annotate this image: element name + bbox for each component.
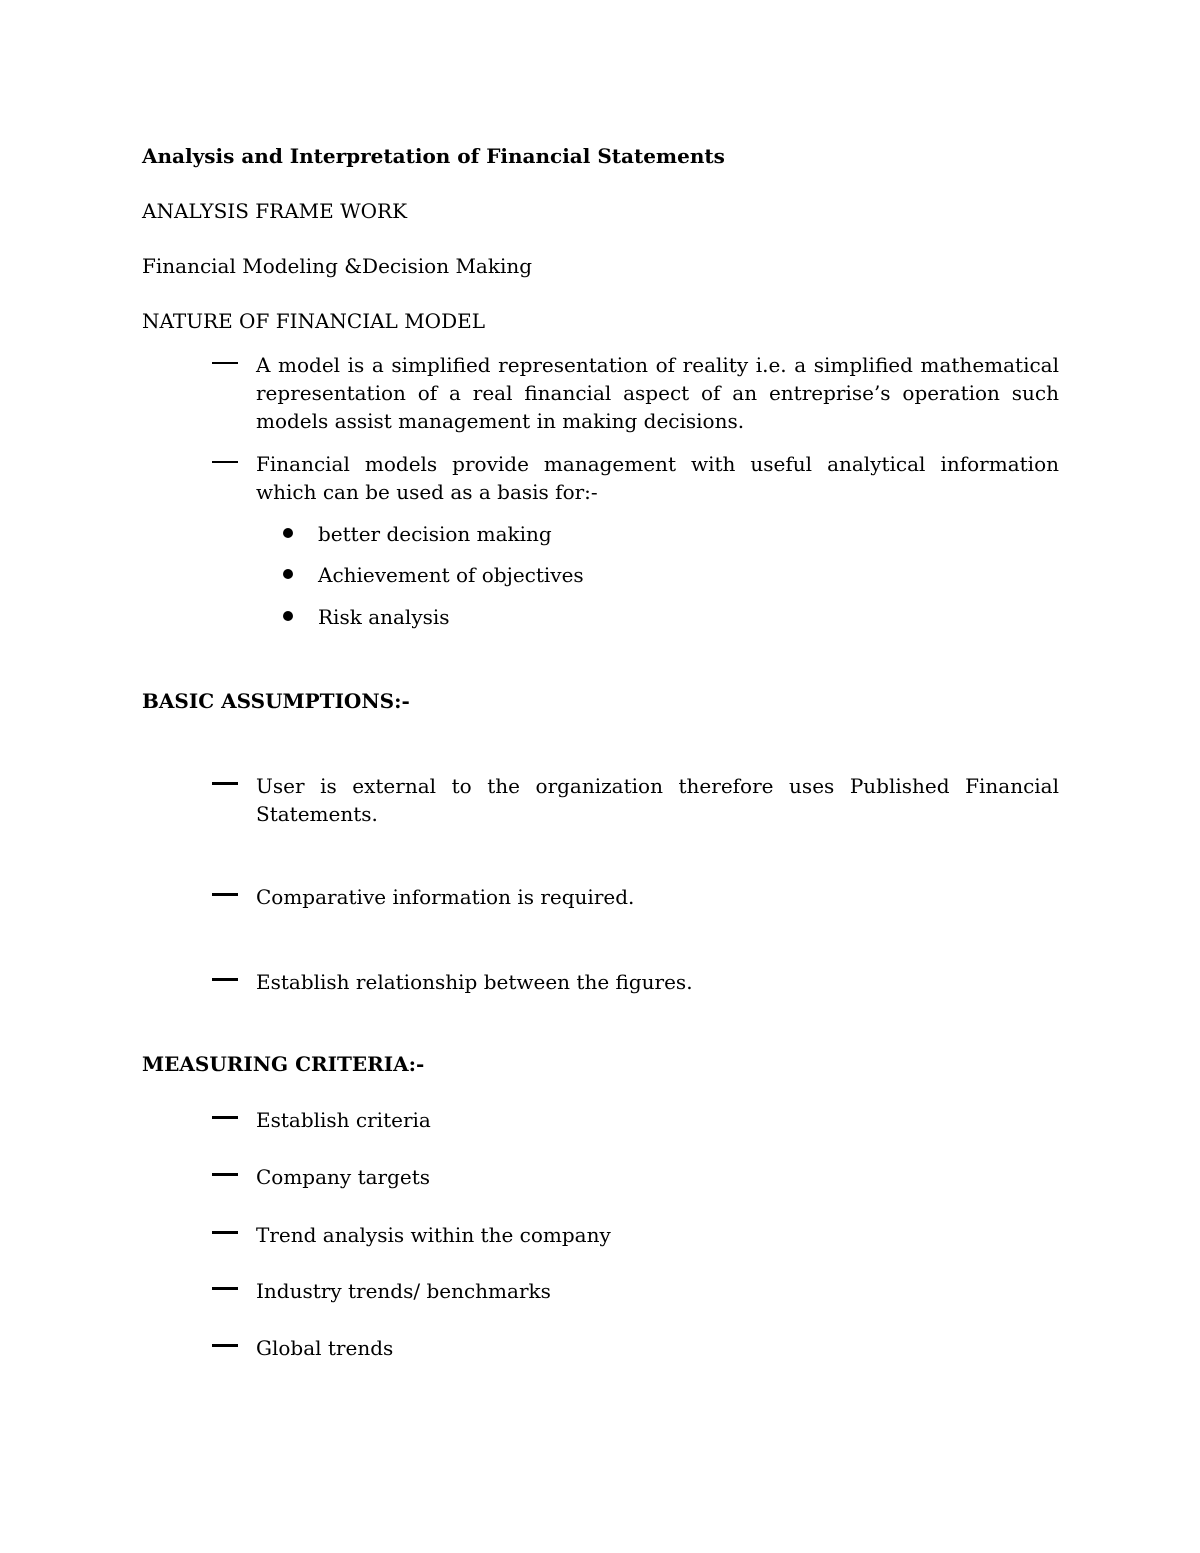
- dash-icon: [212, 978, 238, 981]
- list-item-text: Establish criteria: [256, 1108, 431, 1132]
- dash-icon: [212, 1116, 238, 1119]
- list-item-text: Global trends: [256, 1336, 394, 1360]
- section-heading-framework: ANALYSIS FRAME WORK: [142, 199, 408, 223]
- bullet-icon: [283, 611, 293, 621]
- dash-icon: [212, 1173, 238, 1176]
- section-heading-criteria: MEASURING CRITERIA:-: [142, 1052, 425, 1076]
- topic-line: Financial Modeling &Decision Making: [142, 254, 533, 278]
- list-item-text: User is external to the organization therefore uses Published Financial Statements.: [256, 774, 1059, 826]
- bullet-item-text: better decision making: [318, 522, 552, 546]
- list-item-text: Company targets: [256, 1165, 431, 1189]
- section-heading-nature: NATURE OF FINANCIAL MODEL: [142, 309, 485, 333]
- dash-icon: [212, 1344, 238, 1347]
- list-item-text: Establish relationship between the figures.: [256, 970, 693, 994]
- dash-icon: [212, 362, 238, 364]
- section-heading-assumptions: BASIC ASSUMPTIONS:-: [142, 689, 410, 713]
- dash-icon: [212, 461, 238, 463]
- dash-icon: [212, 1231, 238, 1234]
- list-item-text: Financial models provide management with useful analytical information which can be used as a basis for:-: [256, 452, 1059, 504]
- list-item-text: A model is a simplified representation of reality i.e. a simplified mathematical representation of a real financial aspect of an entreprise’s operation such models assist management in making decisions.: [256, 353, 1059, 433]
- dash-icon: [212, 893, 238, 896]
- list-item-text: Comparative information is required.: [256, 885, 635, 909]
- document-title: Analysis and Interpretation of Financial Statements: [142, 144, 725, 168]
- list-item-text: Trend analysis within the company: [256, 1223, 611, 1247]
- bullet-icon: [283, 569, 293, 579]
- list-item-text: Industry trends/ benchmarks: [256, 1279, 551, 1303]
- dash-icon: [212, 782, 238, 785]
- bullet-item-text: Risk analysis: [318, 605, 450, 629]
- bullet-icon: [283, 528, 293, 538]
- dash-icon: [212, 1287, 238, 1290]
- bullet-item-text: Achievement of objectives: [318, 563, 584, 587]
